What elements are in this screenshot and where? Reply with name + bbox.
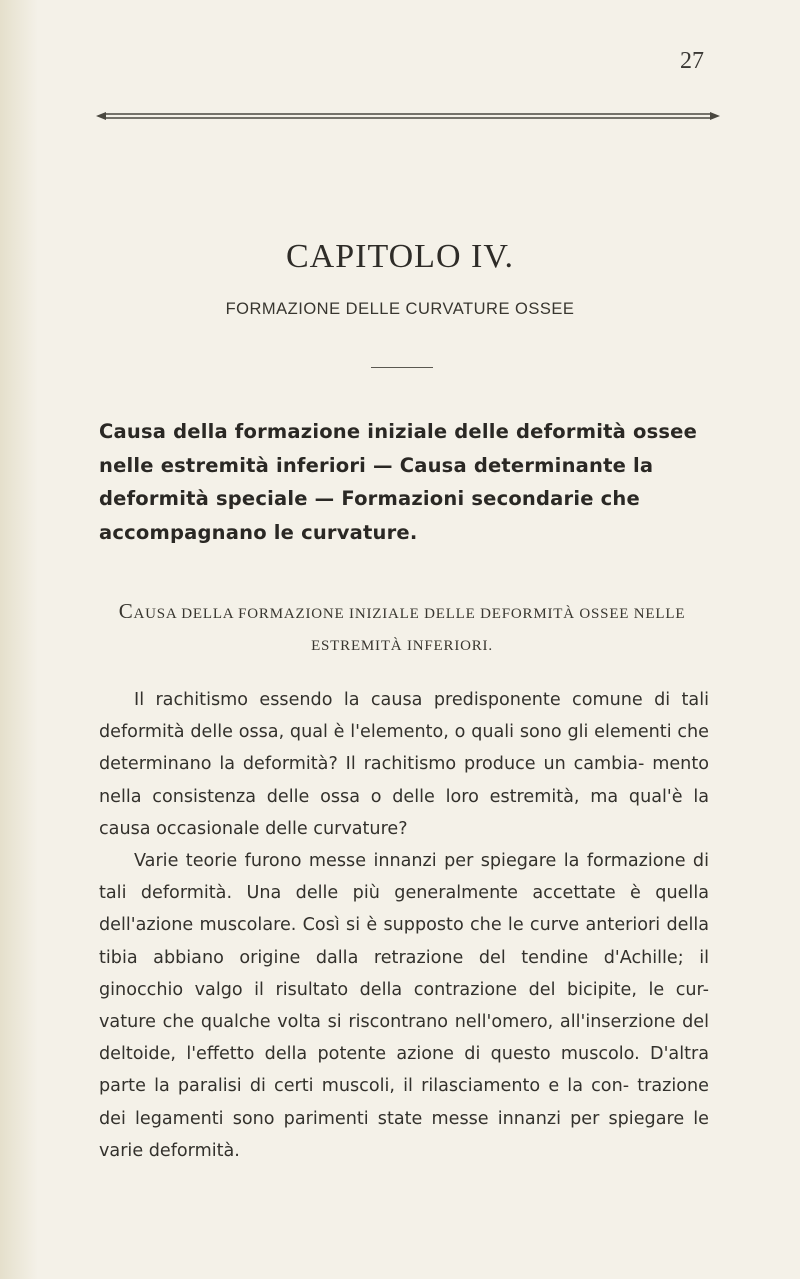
header-ornament-rule	[96, 110, 720, 122]
body-text	[99, 684, 709, 1167]
page-edge-shadow	[0, 0, 38, 1279]
divider-rule	[371, 367, 433, 368]
paragraph: Varie teorie furono messe innanzi per spiegare la formazione di tali deformità. Una delle più generalmente accettate è quella dell'azione muscolare. Così si è supposto che le curve anteriori della tibia abbiano origine dalla retrazione del tendine d'Achille; il ginocchio valgo il risultato della contrazione del bicipite, le cur- vature che qualche volta si riscontrano nell'omero, all'inserzione del deltoide, l'effetto della potente azione di questo muscolo. D'altra parte la paralisi di certi muscoli, il rilasciamento e la con- trazione dei legamenti sono parimenti state messe innanzi per spiegare le varie deformità.	[99, 851, 709, 1161]
chapter-summary: Causa della formazione iniziale delle deformità ossee nelle estremità inferiori — Causa determinante la deformità speciale — Formazioni secondarie che accompagnano le curvature.	[99, 420, 698, 544]
page-number: 27	[680, 48, 704, 74]
chapter-title: CAPITOLO IV.	[286, 238, 514, 275]
section-heading: CAUSA DELLA FORMAZIONE INIZIALE DELLE DEFORMITÀ OSSEE NELLE ESTREMITÀ INFERIORI.	[118, 599, 686, 654]
chapter-subtitle: FORMAZIONE DELLE CURVATURE OSSEE	[225, 300, 575, 318]
paragraph: Il rachitismo essendo la causa predisponente comune di tali deformità delle ossa, qual è l'elemento, o quali sono gli elementi che determinano la deformità? Il rachitismo produce un cambia- mento nella consistenza delle ossa o delle loro estremità, ma qual'è la causa occasionale delle curvature?	[99, 690, 709, 839]
